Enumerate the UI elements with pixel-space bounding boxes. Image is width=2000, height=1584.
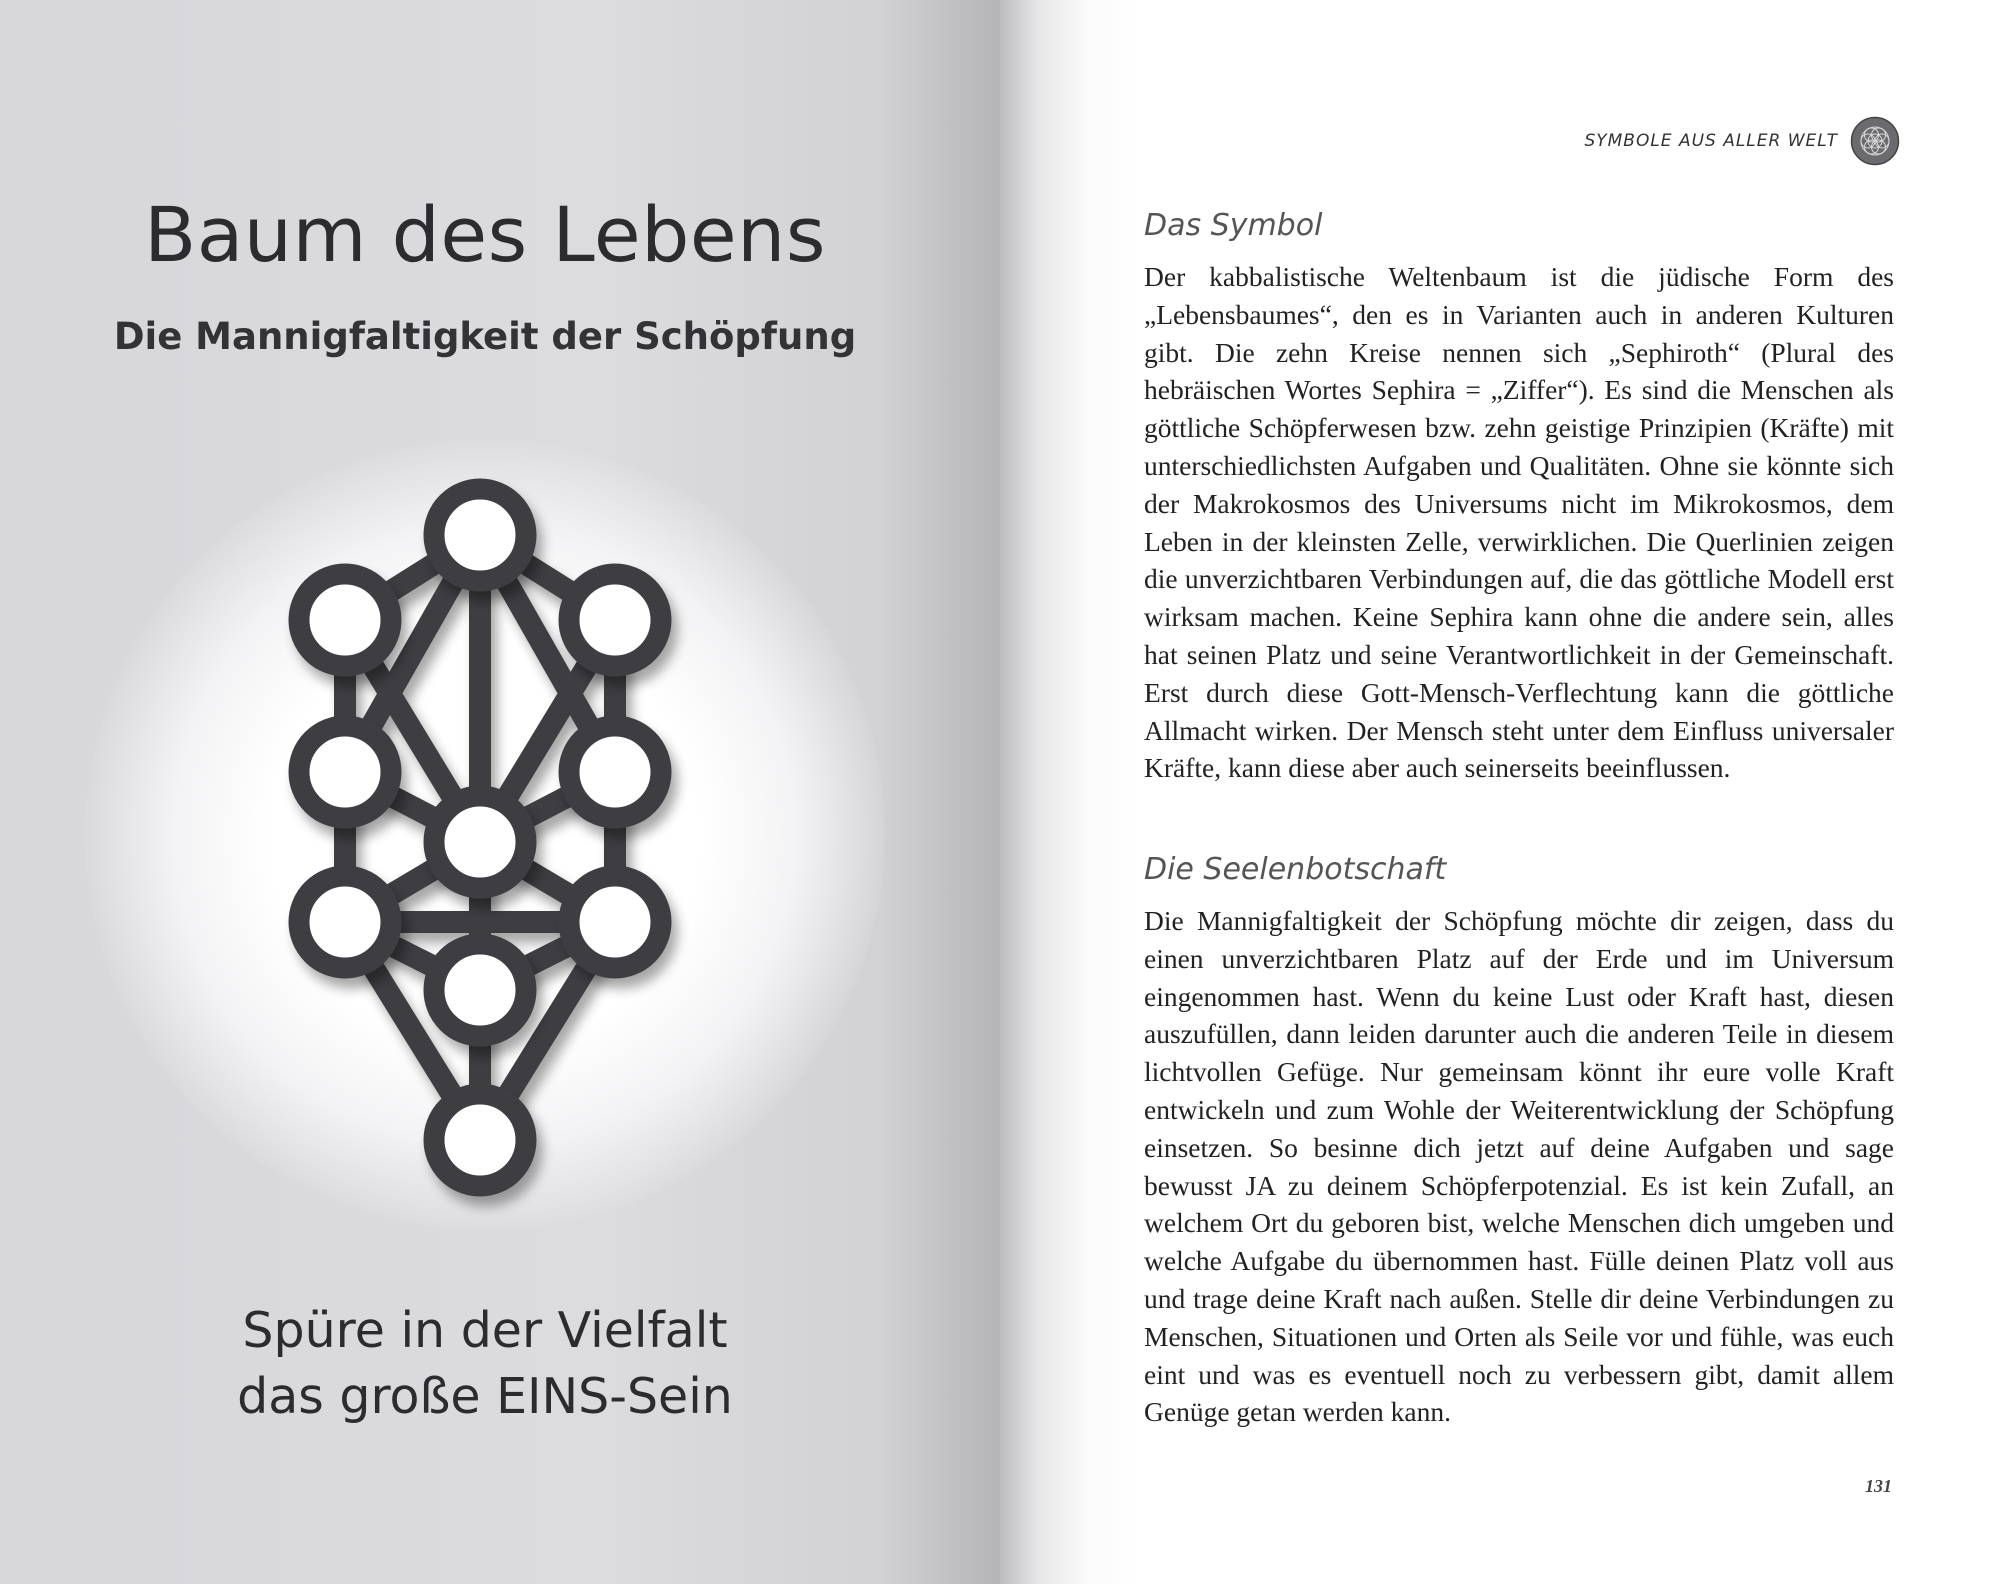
- sephira-circle: [299, 726, 391, 818]
- section-body-symbol: Der kabbalistische Weltenbaum ist die jüdische Form des „Lebensbaumes“, den es in Varianten auch in anderen Kulturen gibt. Die zehn Kreise nennen sich „Sephiroth“ (Plural des hebräischen Wortes Sephira = „Ziffer“). Es sind die Menschen als göttliche Schöpferwesen bzw. zehn geistige Prinzipien (Kräfte) mit unterschiedlichsten Aufgaben und Qualitäten. Ohne sie könnte sich der Makrokosmos des Universums nicht im Mikrokosmos, dem Leben in der kleinsten Zelle, verwirklichen. Die Querlinien zeigen die unverzichtbaren Verbindungen auf, die das göttliche Modell erst wirksam machen. Keine Sephira kann ohne die andere sein, alles hat seinen Platz und seine Verantwortlichkeit in der Gemeinschaft. Erst durch diese Gott-Mensch-Verflechtung kann die göttliche Allmacht wirken. Der Mensch steht unter dem Einfluss universaler Kräfte, kann diese aber auch seinerseits beeinflussen.: [1144, 261, 1894, 784]
- sephira-circle: [569, 726, 661, 818]
- section-heading-message: Die Seelenbotschaft: [1144, 852, 1447, 887]
- sephira-circle: [434, 489, 526, 581]
- quote-line: Spüre in der Vielfalt: [242, 1302, 728, 1359]
- page-number: 131: [1865, 1476, 1892, 1496]
- flower-of-life-icon: [1850, 116, 1900, 166]
- sephira-circle: [434, 1094, 526, 1186]
- page-subtitle: Die Mannigfaltigkeit der Schöpfung: [113, 315, 857, 358]
- sephira-circle: [299, 876, 391, 968]
- running-header: [1584, 116, 1900, 166]
- sephira-circle: [434, 796, 526, 888]
- section-heading-symbol: Das Symbol: [1144, 208, 1323, 243]
- section-body-message: Die Mannigfaltigkeit der Schöpfung möchte dir zeigen, dass du einen unverzichtbaren Platz auf der Erde und im Universum eingenommen hast. Wenn du keine Lust oder Kraft hast, diesen auszufüllen, dann leiden darunter auch die anderen Teile in diesem lichtvollen Gefüge. Nur gemeinsam könnt ihr eure volle Kraft entwickeln und zum Wohle der Weiterentwicklung der Schöpfung einsetzen. So besinne dich jetzt auf deine Aufgaben und sage bewusst JA zu deinem Schöpferpotenzial. Es ist kein Zufall, an welchem Ort du geboren bist, welche Menschen dich umgeben und welche Aufgabe du übernommen hast. Fülle deinen Platz voll aus und trage deine Kraft nach außen. Stelle dir deine Verbindungen zu Menschen, Situationen und Orten als Seile vor und fühle, was euch eint und was es eventuell noch zu verbessern gibt, damit allem Genüge getan werden kann.: [1144, 905, 1894, 1428]
- quote-line: das große EINS-Sein: [237, 1368, 733, 1425]
- header-label: SYMBOLE AUS ALLER WELT: [1584, 131, 1838, 151]
- affirmation-quote: [90, 1298, 880, 1430]
- sephira-circle: [434, 944, 526, 1036]
- tree-of-life-icon: [240, 460, 730, 1220]
- sephira-circle: [299, 574, 391, 666]
- sephira-circle: [569, 876, 661, 968]
- page-title: Baum des Lebens: [144, 190, 826, 279]
- sephira-circle: [569, 574, 661, 666]
